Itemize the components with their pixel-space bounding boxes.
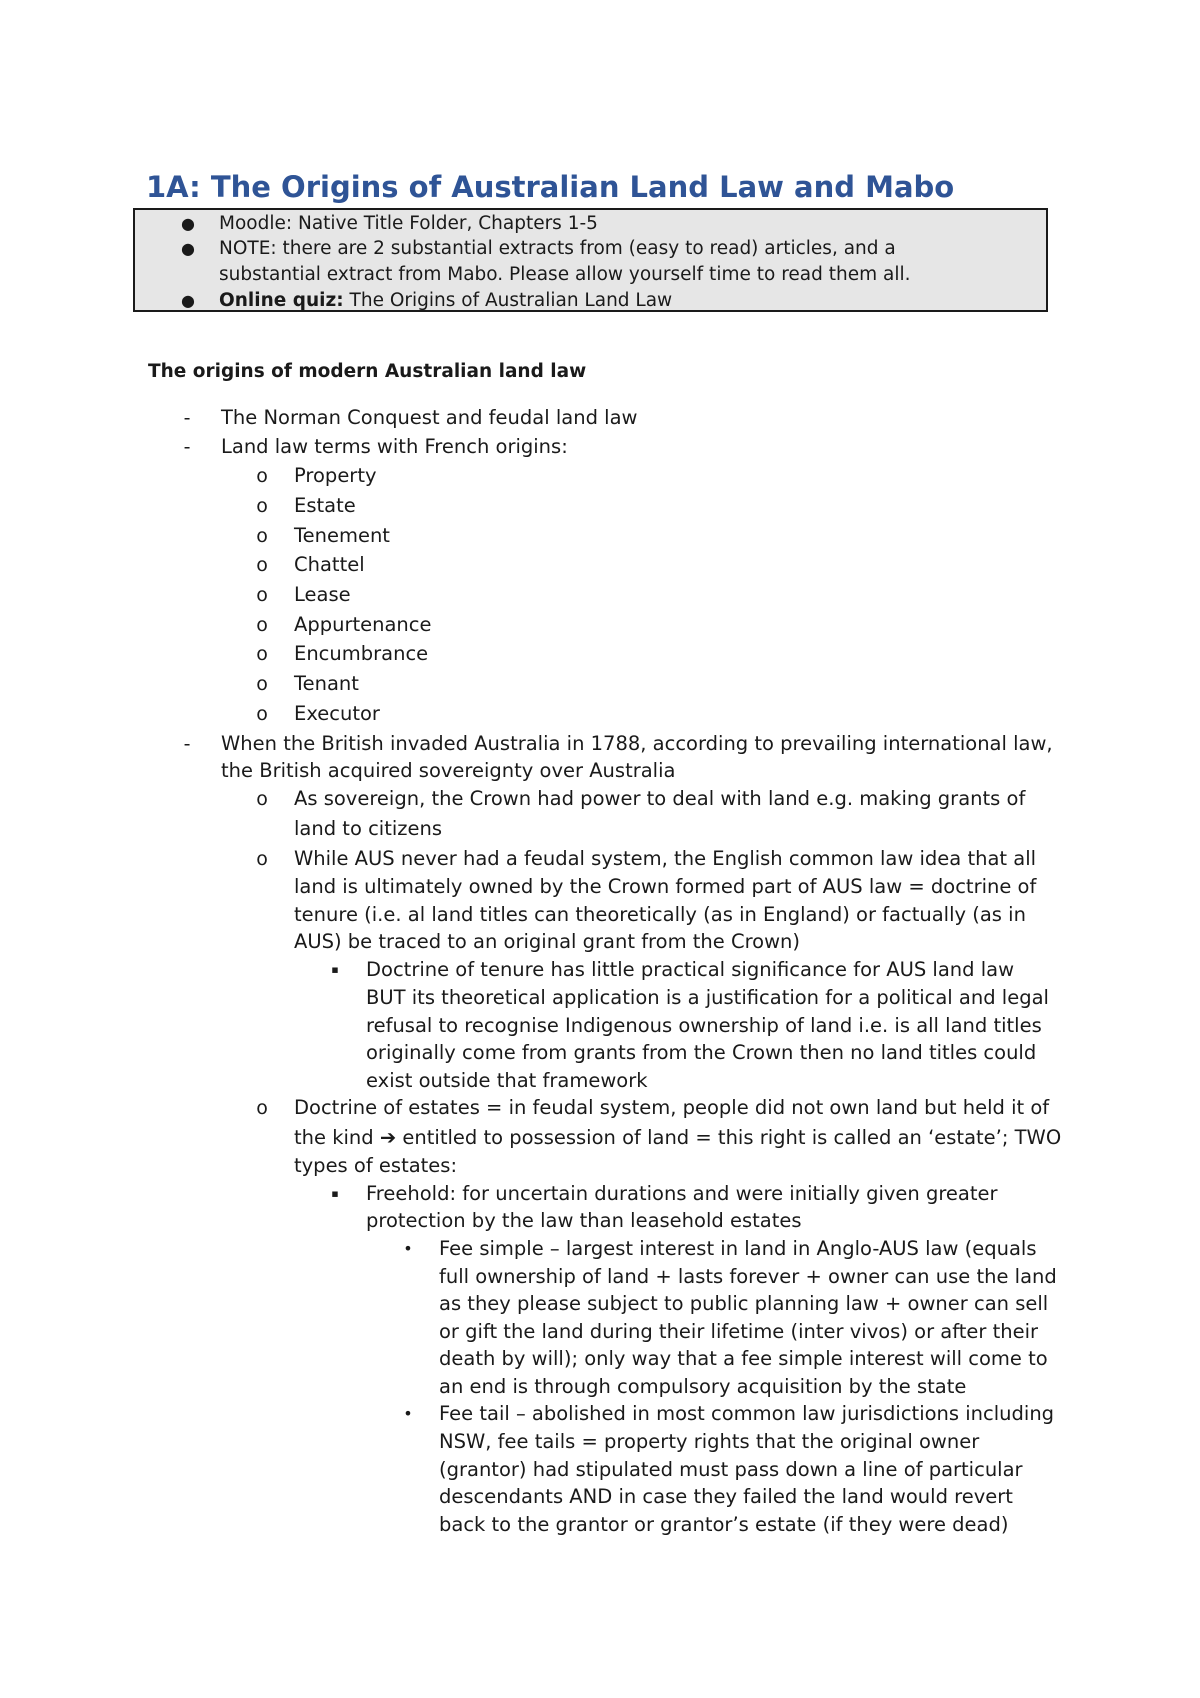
list-item-continued: protection by the law than leasehold estates — [366, 1209, 802, 1232]
reading-info-box: ● Moodle: Native Title Folder, Chapters 1-5 ● NOTE: there are 2 substantial extracts from (easy to read) articles, and a substantial extract from Mabo. Please allow yourself time to read them all. ● Online quiz: The Origins of Australian Land Law — [133, 208, 1048, 312]
online-quiz-label: Online quiz: — [219, 290, 344, 311]
o-marker: o — [256, 788, 268, 810]
term-item: Estate — [294, 494, 356, 517]
list-item: Freehold: for uncertain durations and were initially given greater — [366, 1182, 998, 1205]
dash-marker: - — [183, 436, 191, 458]
dash-marker: - — [183, 407, 191, 429]
list-item-continued: descendants AND in case they failed the land would revert — [439, 1485, 1013, 1508]
list-item-continued: death by will); only way that a fee simple interest will come to — [439, 1347, 1048, 1370]
list-item: As sovereign, the Crown had power to deal with land e.g. making grants of — [294, 787, 1026, 810]
list-item-continued: land to citizens — [294, 817, 443, 840]
online-quiz-text: The Origins of Australian Land Law — [343, 290, 673, 311]
term-item: Executor — [294, 702, 380, 725]
bullet-marker: • — [403, 1239, 413, 1258]
list-item-continued: the kind ➔ entitled to possession of land = this right is called an ‘estate’; TWO — [294, 1126, 1062, 1149]
term-item: Lease — [294, 583, 351, 606]
o-marker: o — [256, 584, 268, 606]
term-item: Chattel — [294, 553, 365, 576]
list-item: When the British invaded Australia in 1788, according to prevailing international law, — [221, 732, 1053, 755]
section-heading: The origins of modern Australian land law — [148, 361, 587, 382]
list-item: Fee simple – largest interest in land in Anglo-AUS law (equals — [439, 1237, 1037, 1260]
list-item: Land law terms with French origins: — [221, 435, 568, 458]
list-item-continued: as they please subject to public planning law + owner can sell — [439, 1292, 1049, 1315]
o-marker: o — [256, 495, 268, 517]
list-item-continued: NSW, fee tails = property rights that the original owner — [439, 1430, 980, 1453]
term-item: Tenement — [294, 524, 390, 547]
list-item: Doctrine of tenure has little practical significance for AUS land law — [366, 958, 1015, 981]
list-item-continued: full ownership of land + lasts forever + owner can use the land — [439, 1265, 1057, 1288]
list-item-continued: back to the grantor or grantor’s estate (if they were dead) — [439, 1513, 1009, 1536]
bullet-icon: ● — [181, 291, 195, 310]
list-item-continued: the British acquired sovereignty over Australia — [221, 759, 676, 782]
o-marker: o — [256, 614, 268, 636]
list-item-continued: exist outside that framework — [366, 1069, 648, 1092]
o-marker: o — [256, 554, 268, 576]
list-item-continued: originally come from grants from the Crown then no land titles could — [366, 1041, 1037, 1064]
dash-marker: - — [183, 733, 191, 755]
o-marker: o — [256, 643, 268, 665]
list-item: The Norman Conquest and feudal land law — [221, 406, 638, 429]
term-item: Property — [294, 464, 377, 487]
list-item-continued: land is ultimately owned by the Crown formed part of AUS law = doctrine of — [294, 875, 1037, 898]
term-item: Tenant — [294, 672, 359, 695]
term-item: Encumbrance — [294, 642, 429, 665]
o-marker: o — [256, 703, 268, 725]
list-item-continued: or gift the land during their lifetime (inter vivos) or after their — [439, 1320, 1039, 1343]
o-marker: o — [256, 673, 268, 695]
bullet-icon: ● — [181, 214, 195, 233]
o-marker: o — [256, 848, 268, 870]
square-bullet-marker: ▪ — [331, 963, 339, 976]
list-item: While AUS never had a feudal system, the English common law idea that all — [294, 847, 1037, 870]
o-marker: o — [256, 465, 268, 487]
list-item: Fee tail – abolished in most common law jurisdictions including — [439, 1402, 1055, 1425]
o-marker: o — [256, 525, 268, 547]
list-item-continued: refusal to recognise Indigenous ownership of land i.e. is all land titles — [366, 1014, 1042, 1037]
term-item: Appurtenance — [294, 613, 432, 636]
list-item: Doctrine of estates = in feudal system, people did not own land but held it of — [294, 1096, 1050, 1119]
o-marker: o — [256, 1097, 268, 1119]
bullet-marker: • — [403, 1404, 413, 1423]
list-item-continued: tenure (i.e. al land titles can theoretically (as in England) or factually (as in — [294, 903, 1026, 926]
list-item-continued: an end is through compulsory acquisition by the state — [439, 1375, 967, 1398]
right-arrow-icon: ➔ — [379, 1126, 397, 1149]
bullet-icon: ● — [181, 239, 195, 258]
list-item-continued: types of estates: — [294, 1154, 458, 1177]
list-item-continued: AUS) be traced to an original grant from the Crown) — [294, 930, 801, 953]
square-bullet-marker: ▪ — [331, 1187, 339, 1200]
list-item-continued: BUT its theoretical application is a justification for a political and legal — [366, 986, 1049, 1009]
list-item-continued: (grantor) had stipulated must pass down a line of particular — [439, 1458, 1023, 1481]
document-title: 1A: The Origins of Australian Land Law and Mabo — [146, 170, 955, 204]
